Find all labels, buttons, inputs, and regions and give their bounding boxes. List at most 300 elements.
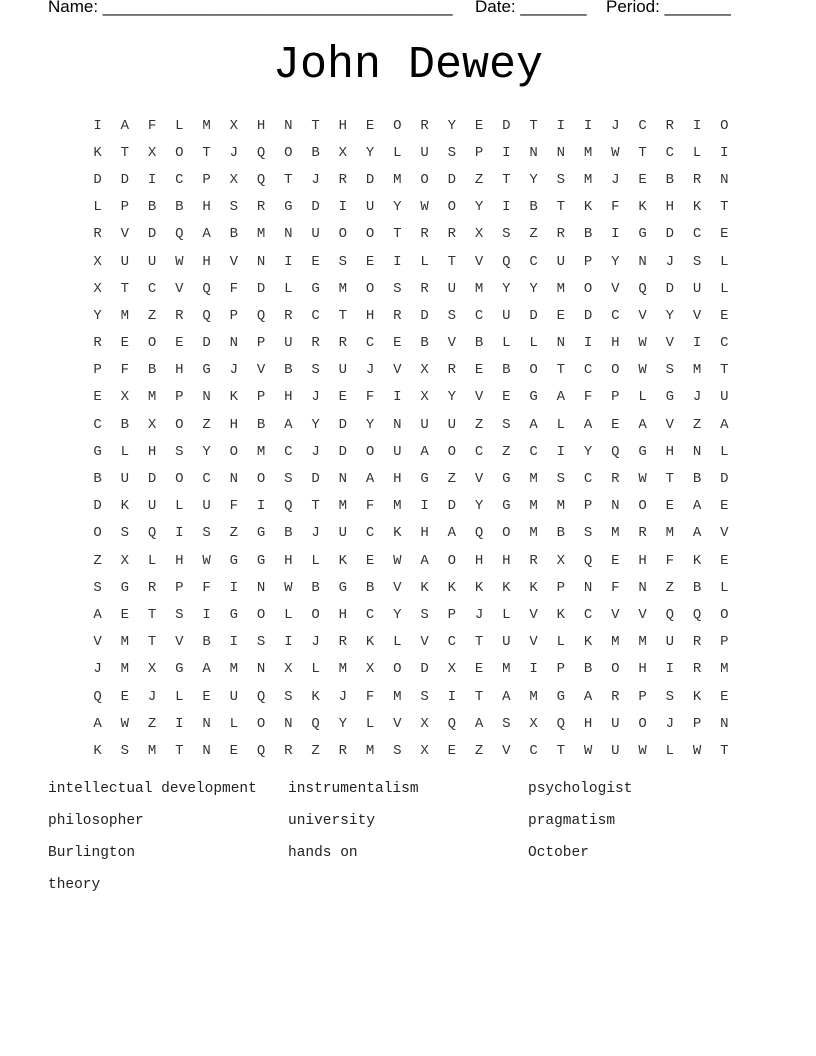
grid-letter: M	[229, 661, 239, 678]
grid-letter: R	[556, 226, 566, 243]
grid-letter: D	[665, 280, 675, 297]
grid-letter: D	[338, 443, 348, 460]
word-bank	[48, 778, 768, 906]
period-field-label: Period: _______	[606, 0, 731, 16]
grid-letter: E	[365, 117, 375, 134]
grid-letter: L	[720, 579, 729, 596]
grid-letter: E	[665, 498, 675, 515]
grid-letter: U	[338, 362, 348, 379]
grid-letter: Z	[665, 579, 675, 596]
grid-letter: N	[229, 335, 239, 352]
grid-letter: P	[720, 634, 729, 651]
grid-letter: T	[393, 226, 402, 243]
grid-letter: A	[502, 688, 511, 705]
grid-letter: S	[175, 606, 184, 623]
grid-letter: E	[474, 117, 484, 134]
grid-letter: E	[447, 742, 457, 759]
grid-letter: I	[611, 226, 620, 243]
grid-letter: R	[311, 335, 320, 352]
grid-letter: Y	[474, 199, 484, 216]
grid-letter: S	[583, 525, 593, 542]
grid-letter: B	[583, 226, 593, 243]
grid-letter: X	[147, 144, 157, 161]
grid-letter: Q	[474, 525, 484, 542]
grid-letter: X	[420, 715, 429, 732]
grid-letter: N	[556, 335, 566, 352]
grid-letter: E	[93, 389, 102, 406]
grid-letter: D	[502, 117, 511, 134]
grid-letter: E	[474, 362, 484, 379]
grid-letter: I	[284, 253, 293, 270]
grid-letter: C	[311, 307, 320, 324]
grid-letter: Y	[202, 443, 211, 460]
grid-letter: M	[529, 525, 538, 542]
grid-letter: Z	[311, 742, 320, 759]
grid-letter: Y	[393, 606, 402, 623]
grid-letter: P	[175, 579, 184, 596]
grid-letter: M	[474, 280, 484, 297]
grid-letter: T	[311, 117, 320, 134]
grid-letter: M	[556, 498, 566, 515]
grid-letter: D	[311, 199, 320, 216]
grid-letter: X	[93, 253, 102, 270]
grid-letter: T	[338, 307, 348, 324]
grid-letter: L	[502, 606, 511, 623]
grid-letter: O	[393, 661, 402, 678]
grid-letter: Y	[93, 307, 102, 324]
grid-letter: S	[311, 362, 320, 379]
grid-letter: N	[256, 661, 266, 678]
grid-letter: C	[447, 634, 457, 651]
grid-letter: M	[665, 525, 675, 542]
grid-letter: K	[692, 688, 702, 705]
grid-letter: R	[420, 226, 429, 243]
grid-letter: C	[692, 226, 702, 243]
grid-letter: R	[692, 171, 702, 188]
grid-letter: T	[202, 144, 211, 161]
grid-letter: X	[229, 171, 239, 188]
grid-letter: Q	[202, 307, 211, 324]
grid-letter: U	[202, 498, 211, 515]
grid-letter: G	[202, 362, 211, 379]
grid-letter: R	[338, 171, 348, 188]
grid-letter: A	[447, 525, 457, 542]
grid-letter: H	[202, 253, 211, 270]
grid-letter: T	[720, 362, 729, 379]
grid-letter: O	[447, 552, 457, 569]
grid-letter: H	[229, 416, 239, 433]
grid-letter: K	[638, 199, 647, 216]
grid-letter: S	[665, 362, 675, 379]
grid-letter: U	[284, 335, 293, 352]
grid-letter: Y	[393, 199, 402, 216]
grid-letter: R	[393, 307, 402, 324]
grid-letter: D	[256, 280, 266, 297]
grid-letter: G	[311, 280, 320, 297]
grid-letter: Y	[447, 389, 457, 406]
grid-letter: M	[147, 742, 157, 759]
grid-letter: M	[365, 742, 375, 759]
grid-letter: I	[175, 525, 184, 542]
grid-letter: R	[611, 688, 620, 705]
grid-letter: R	[692, 634, 702, 651]
grid-letter: V	[420, 634, 429, 651]
grid-letter: O	[638, 498, 647, 515]
grid-letter: E	[311, 253, 320, 270]
grid-letter: N	[638, 253, 647, 270]
grid-letter: O	[175, 144, 184, 161]
grid-letter: X	[556, 552, 566, 569]
word-bank-item: Burlington	[48, 845, 136, 861]
grid-letter: I	[692, 117, 702, 134]
grid-letter: N	[202, 715, 211, 732]
grid-letter: X	[284, 661, 293, 678]
grid-letter: I	[147, 171, 157, 188]
grid-letter: B	[229, 226, 239, 243]
grid-letter: N	[338, 471, 348, 488]
grid-letter: Z	[474, 416, 484, 433]
grid-letter: I	[720, 144, 729, 161]
grid-letter: Q	[502, 253, 511, 270]
grid-letter: Z	[692, 416, 702, 433]
grid-letter: H	[202, 199, 211, 216]
grid-letter: U	[365, 199, 375, 216]
grid-letter: O	[720, 117, 729, 134]
grid-letter: T	[120, 144, 130, 161]
grid-letter: S	[502, 226, 511, 243]
grid-letter: U	[556, 253, 566, 270]
grid-letter: R	[338, 335, 348, 352]
grid-letter: D	[93, 171, 102, 188]
grid-letter: P	[175, 389, 184, 406]
grid-letter: T	[147, 606, 157, 623]
grid-letter: G	[529, 389, 538, 406]
grid-letter: V	[502, 742, 511, 759]
grid-letter: J	[311, 389, 320, 406]
grid-letter: M	[393, 498, 402, 515]
grid-letter: K	[338, 552, 348, 569]
grid-letter: S	[202, 525, 211, 542]
grid-letter: Z	[447, 471, 457, 488]
grid-letter: N	[720, 171, 729, 188]
grid-letter: H	[611, 335, 620, 352]
grid-letter: Q	[147, 525, 157, 542]
grid-letter: K	[447, 579, 457, 596]
grid-letter: Y	[311, 416, 320, 433]
grid-letter: U	[447, 416, 457, 433]
grid-letter: D	[147, 471, 157, 488]
grid-letter: T	[120, 280, 130, 297]
grid-letter: Z	[474, 742, 484, 759]
grid-letter: V	[229, 253, 239, 270]
grid-letter: X	[147, 661, 157, 678]
grid-letter: L	[120, 443, 130, 460]
grid-letter: F	[611, 579, 620, 596]
grid-letter: G	[638, 226, 647, 243]
grid-letter: O	[338, 226, 348, 243]
grid-letter: L	[692, 144, 702, 161]
grid-letter: C	[529, 253, 538, 270]
grid-letter: F	[229, 498, 239, 515]
grid-letter: L	[420, 253, 429, 270]
grid-letter: S	[447, 144, 457, 161]
grid-letter: H	[256, 117, 266, 134]
grid-letter: R	[692, 661, 702, 678]
grid-letter: K	[311, 688, 320, 705]
grid-letter: S	[229, 199, 239, 216]
grid-letter: P	[556, 661, 566, 678]
grid-letter: E	[720, 226, 729, 243]
grid-letter: B	[692, 579, 702, 596]
grid-letter: U	[692, 280, 702, 297]
grid-letter: Y	[365, 416, 375, 433]
grid-letter: P	[120, 199, 130, 216]
grid-letter: B	[502, 362, 511, 379]
grid-letter: W	[638, 471, 647, 488]
grid-letter: D	[338, 416, 348, 433]
grid-letter: W	[638, 742, 647, 759]
grid-letter: L	[365, 715, 375, 732]
grid-letter: A	[556, 389, 566, 406]
grid-letter: S	[692, 253, 702, 270]
grid-letter: R	[93, 226, 102, 243]
grid-letter: R	[529, 552, 538, 569]
grid-letter: N	[202, 389, 211, 406]
grid-letter: O	[447, 199, 457, 216]
grid-letter: B	[365, 579, 375, 596]
grid-letter: O	[175, 416, 184, 433]
grid-letter: L	[502, 335, 511, 352]
grid-letter: C	[284, 443, 293, 460]
grid-letter: O	[720, 606, 729, 623]
grid-letter: B	[665, 171, 675, 188]
grid-letter: R	[147, 579, 157, 596]
grid-letter: G	[256, 525, 266, 542]
grid-letter: V	[447, 335, 457, 352]
grid-letter: V	[175, 634, 184, 651]
grid-letter: F	[229, 280, 239, 297]
grid-letter: A	[720, 416, 729, 433]
grid-letter: Z	[229, 525, 239, 542]
grid-letter: M	[556, 280, 566, 297]
grid-letter: J	[311, 634, 320, 651]
grid-letter: B	[256, 416, 266, 433]
grid-letter: Q	[665, 606, 675, 623]
grid-letter: Z	[93, 552, 102, 569]
grid-letter: V	[256, 362, 266, 379]
grid-letter: M	[147, 389, 157, 406]
grid-letter: Q	[638, 280, 647, 297]
grid-letter: Q	[93, 688, 102, 705]
grid-letter: C	[665, 144, 675, 161]
grid-letter: H	[175, 362, 184, 379]
grid-letter: A	[692, 525, 702, 542]
grid-letter: V	[529, 606, 538, 623]
grid-letter: Z	[502, 443, 511, 460]
grid-letter: L	[393, 634, 402, 651]
grid-letter: X	[529, 715, 538, 732]
grid-letter: M	[502, 661, 511, 678]
grid-letter: W	[175, 253, 184, 270]
name-field-label: Name: _____________________________________	[48, 0, 453, 16]
grid-letter: A	[93, 715, 102, 732]
grid-letter: I	[202, 606, 211, 623]
grid-letter: A	[365, 471, 375, 488]
grid-letter: K	[529, 579, 538, 596]
grid-letter: M	[583, 144, 593, 161]
grid-letter: L	[147, 552, 157, 569]
grid-letter: U	[393, 443, 402, 460]
word-bank-item: October	[528, 845, 589, 861]
grid-letter: K	[583, 634, 593, 651]
grid-letter: A	[583, 688, 593, 705]
grid-letter: K	[583, 199, 593, 216]
grid-letter: V	[474, 471, 484, 488]
grid-letter: N	[229, 471, 239, 488]
grid-letter: F	[120, 362, 130, 379]
grid-letter: W	[202, 552, 211, 569]
grid-letter: B	[556, 525, 566, 542]
grid-letter: O	[447, 443, 457, 460]
grid-letter: P	[229, 307, 239, 324]
grid-letter: J	[611, 171, 620, 188]
grid-letter: F	[147, 117, 157, 134]
grid-letter: S	[420, 606, 429, 623]
grid-letter: S	[502, 416, 511, 433]
grid-letter: I	[665, 661, 675, 678]
grid-letter: F	[365, 688, 375, 705]
grid-letter: T	[175, 742, 184, 759]
grid-letter: R	[420, 117, 429, 134]
grid-letter: V	[665, 335, 675, 352]
grid-letter: Q	[202, 280, 211, 297]
grid-letter: B	[175, 199, 184, 216]
grid-letter: J	[147, 688, 157, 705]
word-bank-item: theory	[48, 877, 101, 893]
grid-letter: C	[365, 606, 375, 623]
grid-letter: A	[474, 715, 484, 732]
grid-letter: P	[611, 389, 620, 406]
grid-letter: I	[338, 199, 348, 216]
grid-letter: S	[420, 688, 429, 705]
grid-letter: J	[229, 362, 239, 379]
grid-letter: I	[175, 715, 184, 732]
grid-letter: I	[556, 117, 566, 134]
grid-letter: O	[611, 661, 620, 678]
grid-letter: B	[284, 362, 293, 379]
grid-letter: O	[529, 362, 538, 379]
grid-letter: U	[502, 307, 511, 324]
grid-letter: Y	[338, 715, 348, 732]
grid-letter: X	[120, 552, 130, 569]
grid-letter: T	[284, 171, 293, 188]
grid-letter: O	[583, 280, 593, 297]
grid-letter: U	[120, 253, 130, 270]
grid-letter: Z	[147, 715, 157, 732]
grid-letter: R	[338, 742, 348, 759]
grid-letter: N	[529, 144, 538, 161]
grid-letter: I	[583, 335, 593, 352]
grid-letter: U	[611, 715, 620, 732]
grid-letter: T	[311, 498, 320, 515]
grid-letter: N	[202, 742, 211, 759]
grid-letter: K	[93, 144, 102, 161]
grid-letter: Q	[256, 688, 266, 705]
grid-letter: T	[502, 171, 511, 188]
grid-letter: N	[556, 144, 566, 161]
grid-letter: U	[229, 688, 239, 705]
grid-letter: T	[638, 144, 647, 161]
grid-letter: E	[120, 606, 130, 623]
grid-letter: H	[393, 471, 402, 488]
grid-letter: O	[420, 171, 429, 188]
grid-letter: R	[447, 362, 457, 379]
grid-letter: A	[692, 498, 702, 515]
grid-letter: R	[256, 199, 266, 216]
grid-letter: E	[120, 688, 130, 705]
grid-letter: I	[229, 579, 239, 596]
grid-letter: E	[365, 552, 375, 569]
grid-letter: H	[474, 552, 484, 569]
grid-letter: Y	[447, 117, 457, 134]
grid-letter: W	[420, 199, 429, 216]
grid-letter: G	[229, 606, 239, 623]
grid-letter: X	[420, 362, 429, 379]
grid-letter: S	[120, 525, 130, 542]
grid-letter: G	[502, 498, 511, 515]
grid-letter: X	[420, 742, 429, 759]
grid-letter: K	[692, 552, 702, 569]
grid-letter: E	[502, 389, 511, 406]
grid-letter: W	[284, 579, 293, 596]
grid-letter: U	[420, 144, 429, 161]
grid-letter: A	[120, 117, 130, 134]
grid-letter: J	[93, 661, 102, 678]
grid-letter: O	[93, 525, 102, 542]
grid-letter: C	[583, 362, 593, 379]
grid-letter: J	[692, 389, 702, 406]
grid-letter: X	[447, 661, 457, 678]
grid-letter: O	[365, 226, 375, 243]
grid-letter: S	[284, 688, 293, 705]
grid-letter: Q	[556, 715, 566, 732]
grid-letter: V	[93, 634, 102, 651]
grid-letter: Q	[256, 307, 266, 324]
grid-letter: P	[556, 579, 566, 596]
grid-letter: S	[120, 742, 130, 759]
grid-letter: D	[420, 307, 429, 324]
grid-letter: O	[229, 443, 239, 460]
grid-letter: K	[692, 199, 702, 216]
grid-letter: D	[447, 171, 457, 188]
grid-letter: O	[256, 471, 266, 488]
grid-letter: Z	[529, 226, 538, 243]
word-bank-item: university	[288, 813, 376, 829]
grid-letter: C	[583, 471, 593, 488]
grid-letter: L	[556, 416, 566, 433]
grid-letter: R	[284, 307, 293, 324]
grid-letter: A	[202, 226, 211, 243]
grid-letter: V	[474, 253, 484, 270]
grid-letter: M	[529, 688, 538, 705]
grid-letter: S	[338, 253, 348, 270]
grid-letter: H	[338, 117, 348, 134]
grid-letter: I	[93, 117, 102, 134]
grid-letter: K	[556, 606, 566, 623]
grid-letter: V	[638, 606, 647, 623]
grid-letter: F	[365, 498, 375, 515]
grid-letter: L	[284, 280, 293, 297]
